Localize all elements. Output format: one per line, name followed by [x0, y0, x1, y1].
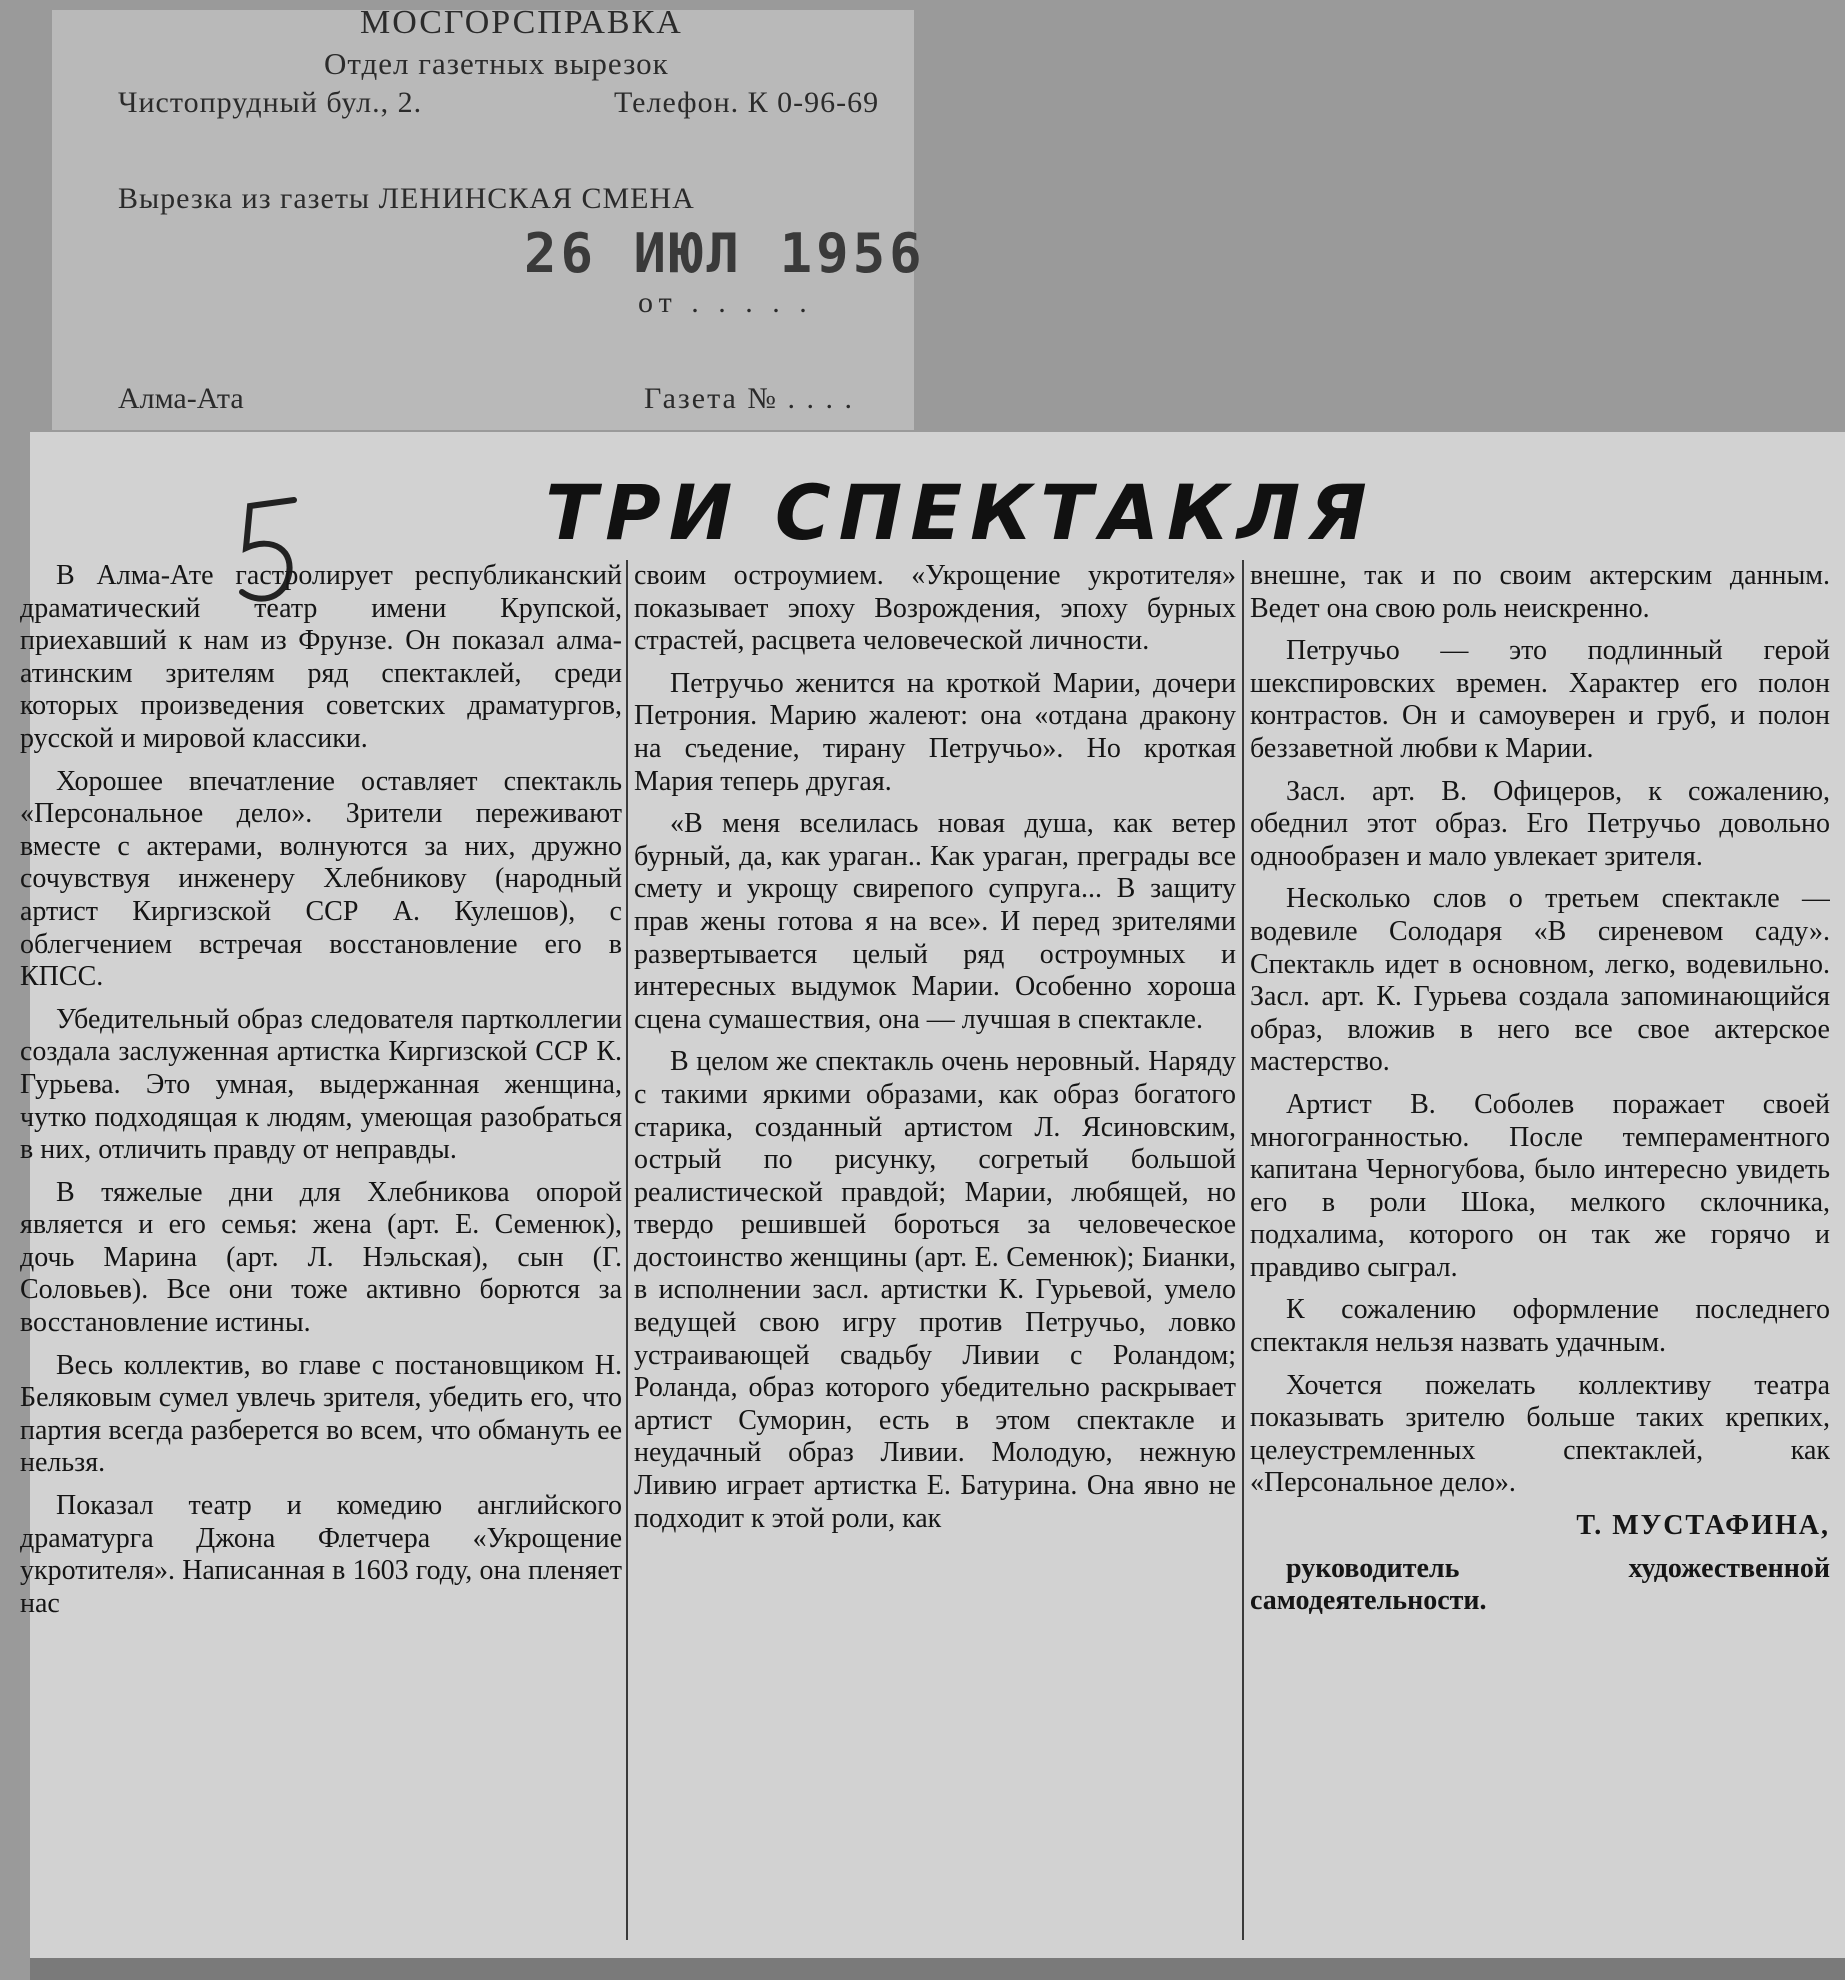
paragraph: Убедительный образ следователя партколлегии создала заслуженная артистка Киргизской ССР К. Гурьева. Это умная, выдержанная женщина, чутко подходящая к людям, умеющая разобраться в них, отличить правду от неправды.: [20, 1003, 622, 1166]
paragraph: В целом же спектакль очень неровный. Наряду с такими яркими образами, как образ богатого старика, созданный артистом Л. Ясиновским, острый по рисунку, согретый большой реалистической правдой; Марии, любящей, но твердо решившей бороться за человеческое достоинство женщины (арт. Е. Семенюк); Бианки, в исполнении засл. артистки К. Гурьевой, умело ведущей свою игру против Петручьо, ловко устраивающей свадьбу Ливии с Роландом; Роланда, образ которого убедительно раскрывает артист Суморин, есть в этом спектакле и неудачный образ Ливии. Молодую, нежную Ливию играет артистка Е. Батурина. Она явно не подходит к этой роли, как: [634, 1046, 1236, 1534]
paragraph: «В меня вселилась новая душа, как ветер бурный, да, как ураган.. Как ураган, преграды все смету и укрощу свирепого супруга... В защиту прав жены готова я на все». И перед зрителями развертывается целый ряд остроумных и интересных выдумок Марии. Особенно хороша сцена сумашествия, она — лучшая в спектакле.: [634, 808, 1236, 1035]
address-text: Чистопрудный бул., 2.: [118, 86, 423, 119]
phone-text: Телефон. К 0-96-69: [614, 86, 880, 119]
column-rule: [626, 560, 628, 1940]
date-from: от . . . . .: [638, 286, 813, 319]
paragraph: Хочется пожелать коллективу театра показывать зрителю больше таких крепких, целеустремленных спектаклей, как «Персональное дело».: [1250, 1369, 1830, 1499]
article-headline: ТРИ СПЕКТАКЛЯ: [545, 468, 1375, 557]
article-column-3: [1250, 560, 1830, 1940]
article-column-2: [634, 560, 1236, 1940]
newspaper-number: Газета № . . . .: [644, 382, 854, 415]
city-text: Алма-Ата: [118, 382, 244, 415]
paragraph: Засл. арт. В. Офицеров, к сожалению, обеднил этот образ. Его Петручьо довольно однообразен и мало увлекает зрителя.: [1250, 775, 1830, 872]
paragraph: Петручьо женится на кроткой Марии, дочери Петрония. Марию жалеют: она «отдана дракону на съедение, тирану Петручьо». Но кроткая Мария теперь другая.: [634, 667, 1236, 797]
article-column-1: [20, 560, 622, 1940]
paragraph: Показал театр и комедию английского драматурга Джона Флетчера «Укрощение укротителя». Написанная в 1603 году, она пленяет нас: [20, 1490, 622, 1619]
agency-name: МОСГОРСПРАВКА: [360, 4, 683, 41]
author-name: Т. МУСТАФИНА,: [1576, 1510, 1830, 1542]
paragraph: В тяжелые дни для Хлебникова опорой является и его семья: жена (арт. Е. Семенюк), дочь Марина (арт. Л. Нэльская), сын (Г. Соловьев). Все они тоже активно борются за восстановление истины.: [20, 1176, 622, 1339]
paragraph: Несколько слов о третьем спектакле — водевиле Солодаря «В сиреневом саду». Спектакль идет в основном, легко, водевильно. Засл. арт. К. Гурьева создала запоминающийся образ, вложив в него все свое актерское мастерство.: [1250, 883, 1830, 1078]
clipping-service-label: [52, 4, 926, 430]
paragraph: внешне, так и по своим актерским данным. Ведет она свою роль неискренно.: [1250, 560, 1830, 624]
clipping-bottom-edge: [30, 1958, 1845, 1980]
paragraph: В Алма-Ате гастролирует республиканский драматический театр имени Крупской, приехавший к нам из Фрунзе. Он показал алма-атинским зрителям ряд спектаклей, среди которых произведения советских драматургов, русской и мировой классики.: [20, 560, 622, 754]
paragraph: Хорошее впечатление оставляет спектакль «Персональное дело». Зрители переживают вместе с актерами, волнуются за них, дружно сочувствуя инженеру Хлебникову (народный артист Киргизской ССР А. Кулешов), с облегчением встречая восстановление его в КПСС.: [20, 765, 622, 993]
paragraph: К сожалению оформление последнего спектакля нельзя назвать удачным.: [1250, 1294, 1830, 1359]
paragraph: Артист В. Соболев поражает своей многогранностью. После темпераментного капитана Черногубова, было интересно увидеть его в роли Шока, мелкого склочника, подхалима, которого он так же горячо и правдиво сыграл.: [1250, 1088, 1830, 1283]
paragraph: своим остроумием. «Укрощение укротителя» показывает эпоху Возрождения, эпоху бурных страстей, расцвета человеческой личности.: [634, 560, 1236, 657]
clipping-source: Вырезка из газеты ЛЕНИНСКАЯ СМЕНА: [118, 182, 695, 215]
paragraph: Петручьо — это подлинный герой шекспировских времен. Характер его полон контрастов. Он и самоуверен и груб, и полон беззаветной любви к Марии.: [1250, 635, 1830, 764]
date-stamp: 26 ИЮЛ 1956: [524, 222, 926, 285]
paragraph: Весь коллектив, во главе с постановщиком Н. Беляковым сумел увлечь зрителя, убедить его, что партия всегда разберется во всем, что обмануть ее нельзя.: [20, 1349, 622, 1479]
author-role: руководитель художественной самодеятельности.: [1250, 1552, 1830, 1617]
department-name: Отдел газетных вырезок: [324, 46, 669, 81]
column-rule: [1242, 560, 1244, 1940]
